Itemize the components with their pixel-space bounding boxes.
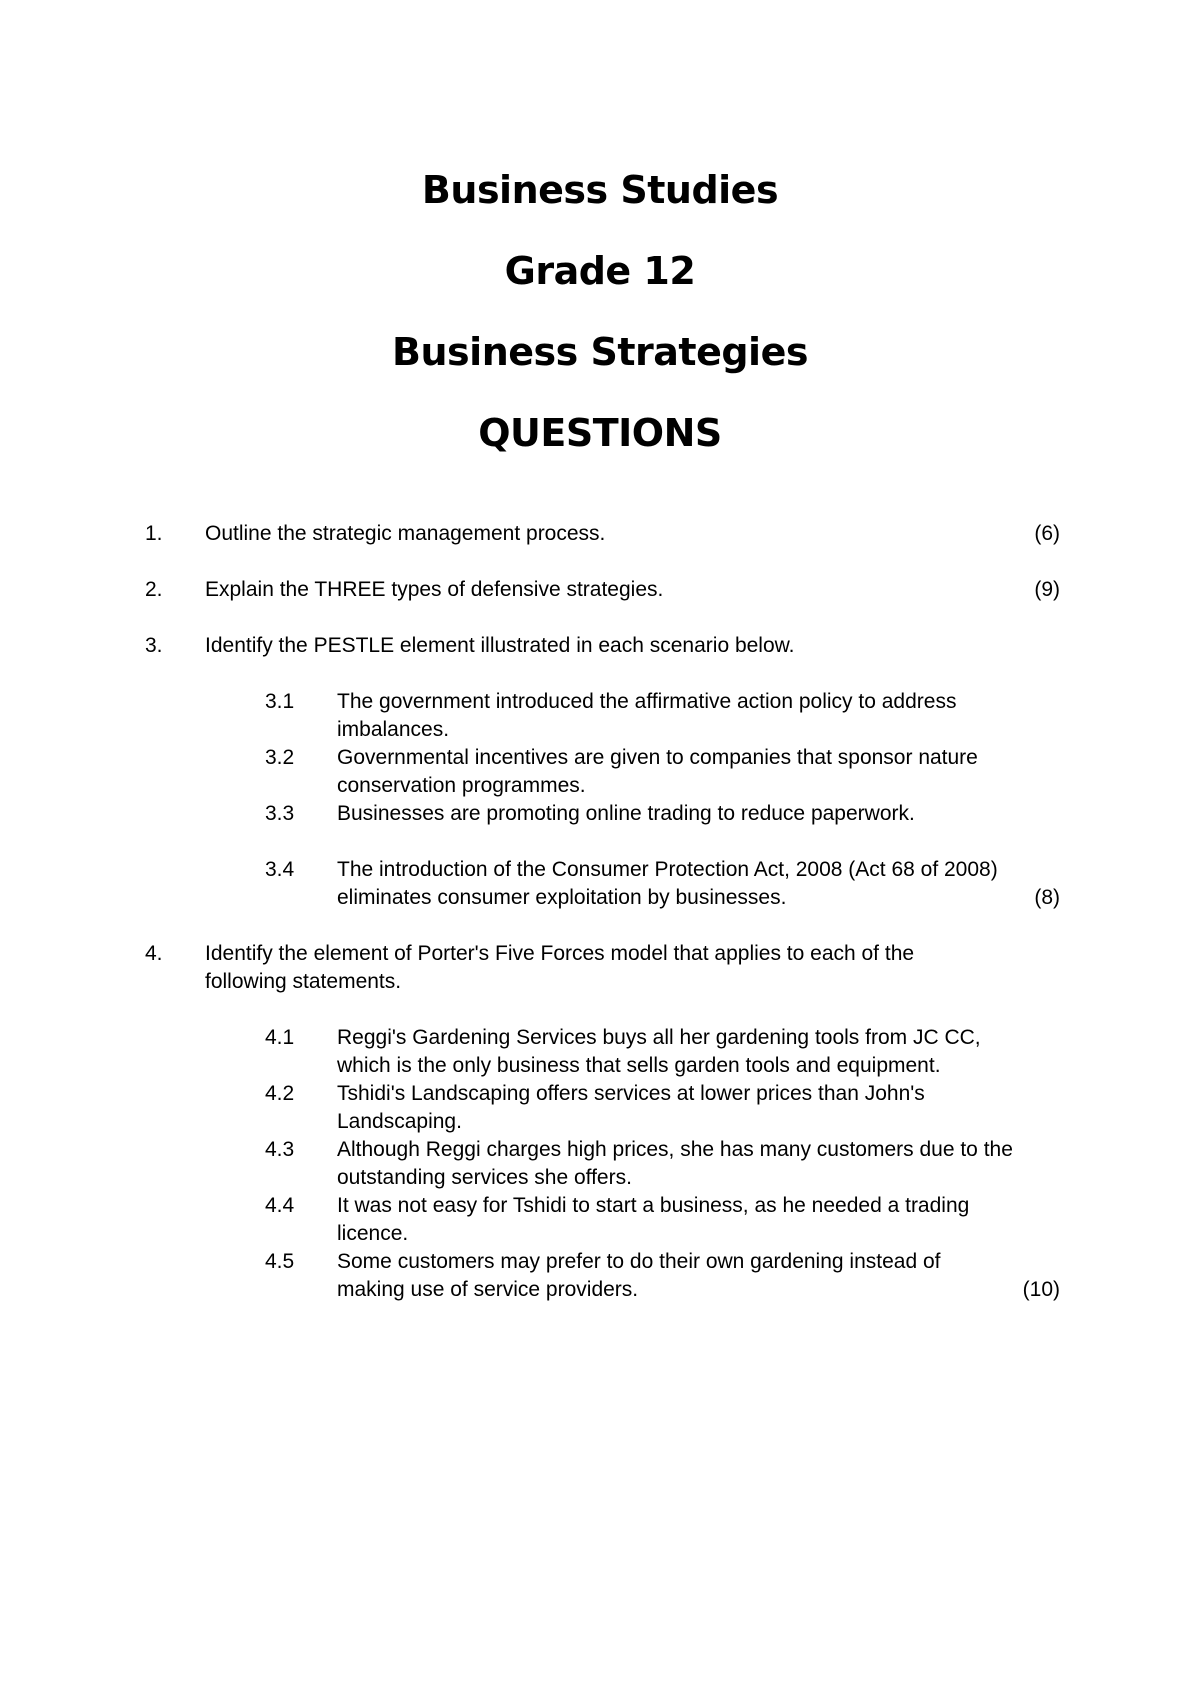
sub-question-4-2 [265, 1080, 1060, 1136]
question-number: 1. [145, 522, 163, 545]
title-block [0, 150, 1200, 474]
sub-question-4-1 [265, 1024, 1060, 1080]
sub-question-number: 4.2 [265, 1082, 295, 1105]
sub-question-3-3 [265, 800, 1060, 828]
questions-list [145, 520, 1060, 1332]
sub-question-4-5 [265, 1248, 1060, 1304]
sub-question-3-2 [265, 744, 1060, 800]
sub-question-4-4 [265, 1192, 1060, 1248]
question-number: 3. [145, 634, 163, 657]
sub-question-4-3 [265, 1136, 1060, 1192]
question-marks: (8) [1034, 886, 1060, 909]
sub-question-number: 3.2 [265, 746, 295, 769]
sub-question-number: 3.1 [265, 690, 295, 713]
sub-question-number: 4.3 [265, 1138, 295, 1161]
question-text: Identify the PESTLE element illustrated in each scenario below. [205, 634, 795, 657]
sub-question-text: Tshidi's Landscaping offers services at lower prices than John's Landscaping. [337, 1082, 925, 1133]
question-marks: (9) [1034, 578, 1060, 601]
grade-title: Grade 12 [504, 249, 696, 293]
sub-question-3-4 [265, 856, 1060, 912]
sub-question-number: 3.3 [265, 802, 295, 825]
question-number: 4. [145, 942, 163, 965]
sub-question-text: Governmental incentives are given to companies that sponsor nature conservation programmes. [337, 746, 978, 797]
subject-title: Business Studies [421, 168, 779, 212]
question-text: Outline the strategic management process. [205, 522, 606, 545]
sub-question-list [265, 1024, 1060, 1304]
sub-question-text: Although Reggi charges high prices, she has many customers due to the outstanding services she offers. [337, 1138, 1013, 1189]
question-text: Identify the element of Porter's Five Forces model that applies to each of the following statements. [205, 942, 915, 993]
question-marks: (6) [1034, 522, 1060, 545]
sub-question-text: Some customers may prefer to do their own gardening instead of making use of service providers. [337, 1250, 941, 1301]
sub-question-text: Businesses are promoting online trading to reduce paperwork. [337, 802, 915, 825]
question-1 [145, 520, 1060, 548]
sub-question-3-1 [265, 688, 1060, 744]
sub-question-text: The introduction of the Consumer Protection Act, 2008 (Act 68 of 2008) eliminates consumer exploitation by businesses. [337, 858, 998, 909]
section-title: QUESTIONS [478, 411, 722, 455]
sub-question-text: The government introduced the affirmative action policy to address imbalances. [337, 690, 957, 741]
sub-question-list [265, 688, 1060, 912]
topic-title: Business Strategies [392, 330, 808, 374]
question-marks: (10) [1022, 1278, 1060, 1301]
sub-question-text: Reggi's Gardening Services buys all her gardening tools from JC CC, which is the only business that sells garden tools and equipment. [337, 1026, 981, 1077]
sub-question-number: 4.1 [265, 1026, 295, 1049]
question-3 [145, 632, 1060, 912]
question-2 [145, 576, 1060, 604]
sub-question-number: 3.4 [265, 858, 295, 881]
question-text: Explain the THREE types of defensive strategies. [205, 578, 664, 601]
sub-question-text: It was not easy for Tshidi to start a business, as he needed a trading licence. [337, 1194, 970, 1245]
sub-question-number: 4.5 [265, 1250, 295, 1273]
sub-question-number: 4.4 [265, 1194, 295, 1217]
question-number: 2. [145, 578, 163, 601]
question-4 [145, 940, 1060, 1304]
